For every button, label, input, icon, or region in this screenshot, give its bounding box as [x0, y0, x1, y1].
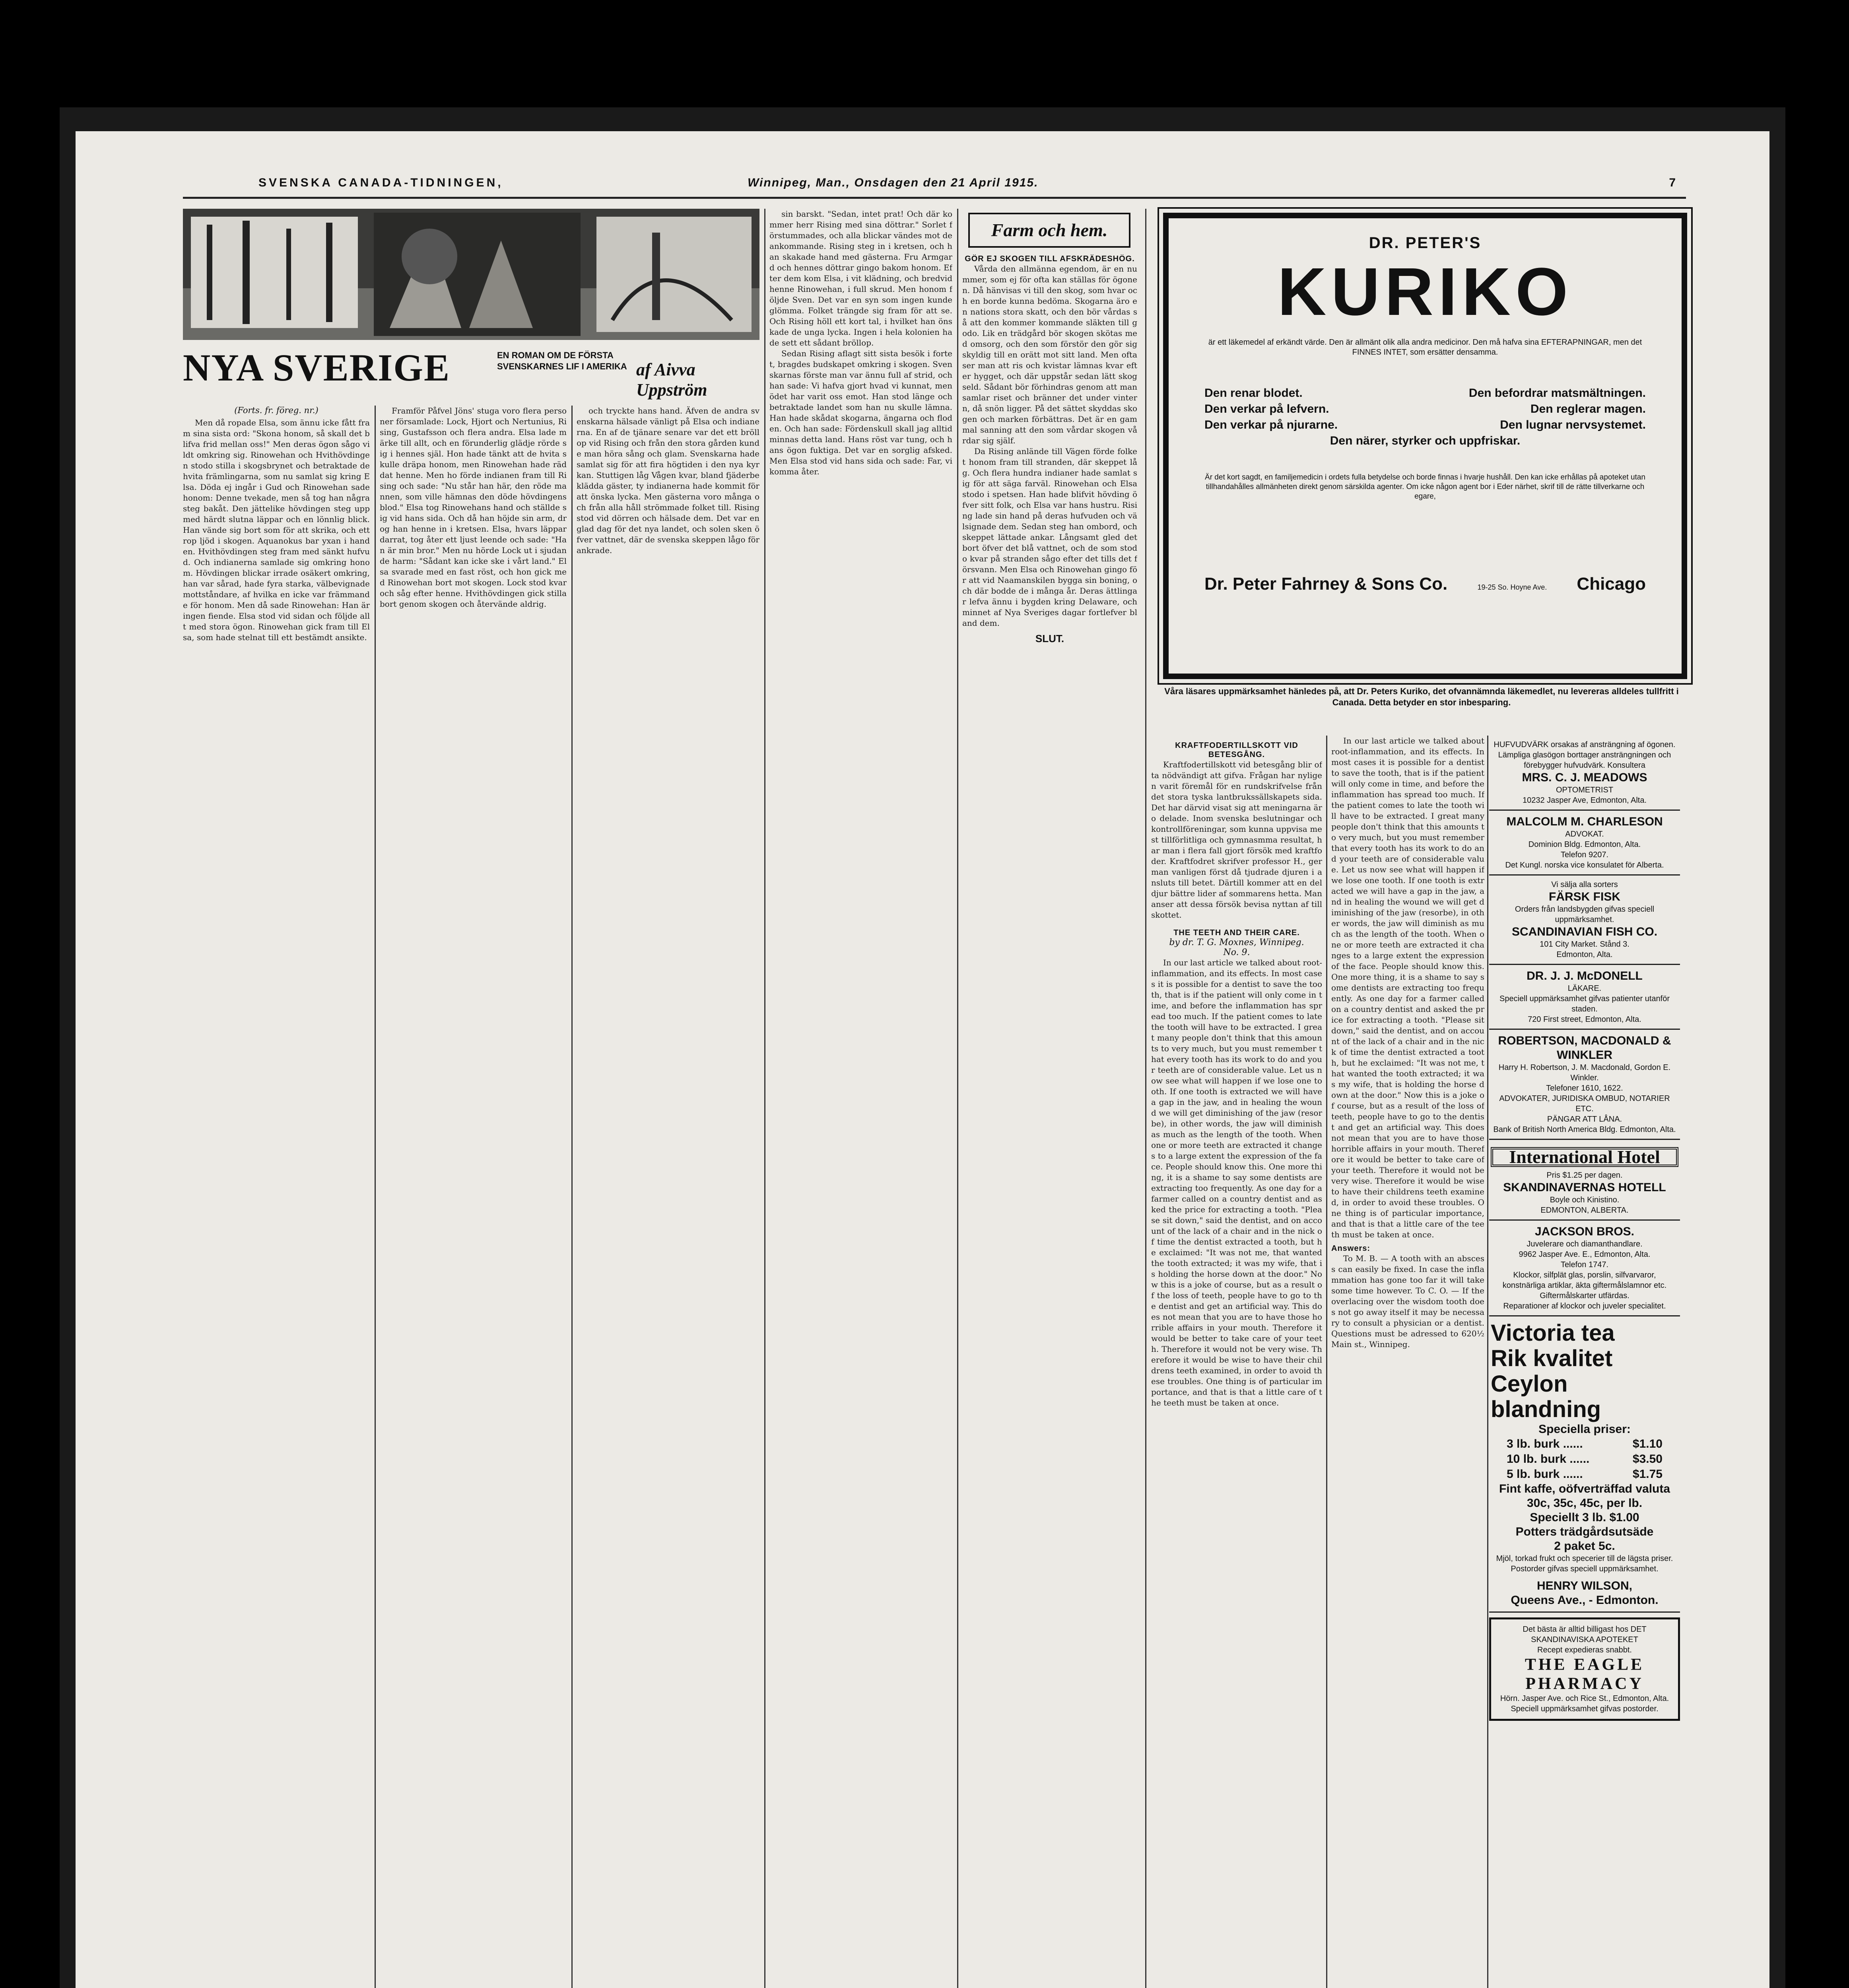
tea-headline: Rik kvalitet: [1491, 1345, 1613, 1371]
tea-price-value: $1.10: [1632, 1437, 1663, 1450]
teeth-byline: by dr. T. G. Moxnes, Winnipeg.: [1169, 938, 1304, 947]
ad-line: 9962 Jasper Ave. E., Edmonton, Alta.: [1519, 1250, 1651, 1259]
kraftfoder-title: KRAFTFODERTILLSKOTT VID BETESGÅNG.: [1175, 741, 1298, 759]
health-column-left: [1151, 736, 1322, 1988]
ad-robertson: [1489, 1030, 1680, 1140]
kuriko-claim-row: [1204, 385, 1646, 401]
kuriko-claim-row: [1204, 433, 1646, 449]
tea-price-item: 5 lb. burk ......: [1507, 1468, 1583, 1481]
kuriko-claim: Den renar blodet.: [1204, 386, 1303, 400]
ad-name: HENRY WILSON,: [1536, 1579, 1632, 1592]
story-col3-text: och tryckte hans hand. Äfven de andra svenskarna hälsade vänligt på Elsa och indianerna. En af de tjänare senare var det ett bröllop vid Rising och från den stora gården kunde man höra sång och glam. Svenskarna hade samlat sig för att fira högtiden i den nya kyrkan. Stuttigen låg Vågen kvar, bland fjäderbeklädda gäster, ty indianerna hade kommit för att önska lycka. Men gästerna voro många och från alla håll strömmade folket till. Rising stod vid dörren och hälsade dem. Det var en glad dag för det nya landet, och solen sken öfver vattnet, där de svenska skeppen lågo förankrade.: [577, 406, 759, 555]
kuriko-address: 19-25 So. Hoyne Ave.: [1477, 583, 1547, 591]
ad-optometrist: [1489, 736, 1680, 811]
ad-tea: [1489, 1316, 1680, 1613]
forest-scene-image: [183, 209, 759, 340]
ad-hotel: [1489, 1140, 1680, 1221]
ad-line: EDMONTON, ALBERTA.: [1540, 1206, 1629, 1215]
ad-line: ADVOKATER, JURIDISKA OMBUD, NOTARIER ETC.: [1499, 1094, 1670, 1113]
story-column-2: [380, 406, 567, 1988]
ad-line: Speciell uppmärksamhet gifvas patienter utanför staden.: [1499, 994, 1670, 1013]
ad-address: Queens Ave., - Edmonton.: [1511, 1594, 1659, 1607]
kuriko-claim: Den verkar på lefvern.: [1204, 402, 1329, 415]
story-column-1: [183, 406, 370, 1988]
answers-title: Answers:: [1331, 1244, 1371, 1253]
ad-line: SKANDINAVERNAS HOTELL: [1503, 1181, 1666, 1194]
kraftfoder-text: Kraftfodertillskott vid betesgång blir ofta nödvändigt att gifva. Frågan har nyligen varit föremål för en rundskrifvelse från det stora tyska lantbrukssällskapets sida. Det har därvid visat sig att meningarna äro delade. Inom svenska beslutningar och kontrollföreningar, som kunna uppvisa mest tillförlitliga och gymnasmma resultat, har man i flera fall gjort försök med kraftfoder. Kraftfodret skrifver professor H., ger man vanligen först då tjudrade djuren i ansluts till betet. Därtill kommer att en del djur bättre lider af sommarens hetta. Man anser att dessa försök bevisa nyttan af tillskottet.: [1151, 760, 1322, 920]
masthead: [183, 169, 1686, 199]
ad-line: Telefon 9207.: [1560, 850, 1609, 859]
ad-line: Juvelerare och diamanthandlare.: [1527, 1240, 1643, 1248]
farm-section-title: Farm och hem.: [968, 213, 1130, 248]
ad-lead: Det bästa är alltid billigast hos DET SKANDINAVISKA APOTEKET: [1523, 1625, 1647, 1644]
ad-address: Hörn. Jasper Ave. och Rice St., Edmonton, Alta.: [1500, 1694, 1669, 1703]
story-col2-text: Framför Påfvel Jöns' stuga voro flera personer församlade: Lock, Hjort och Nertunius, Rising, Gustafsson och flera andra. Elsa lade märke till allt, och en förunderlig glädje rörde sig i hennes själ. Hon hade tänkt att de hvita skulle dräpa honom, men Rinowehan hade räddat henne. Men ho förde indianen fram till Rising och sade: "Nu står han här, den röde mannen, som ville hämnas den döde hövdingens blod." Elsa tog Rinowehans hand och ställde sig vid hans sida. Och då han höjde sin arm, drog han henne in i kretsen. Elsa, hvars läppar darrat, tog åter ett ljust leende och sade: "Han är min bror." Men nu hörde Lock ut i sjudande harm: "Sådant kan icke ske i vårt land." Elsa svarade med en fast röst, och hon gick med Rinowehan bort mot skogen. Lock stod kvar och såg efter henne. Hvithövdingen gick stilla bort genom skogen och återvände aldrig.: [380, 406, 567, 609]
ads-column: [1489, 736, 1680, 1721]
story-illustration: [183, 209, 759, 340]
kuriko-claims: [1204, 385, 1646, 449]
page-number: 7: [1669, 176, 1678, 189]
tea-extra: Potters trädgårdsutsäde: [1515, 1525, 1654, 1538]
ad-name: MALCOLM M. CHARLESON: [1506, 815, 1663, 828]
kuriko-claim: Den verkar på njurarne.: [1204, 418, 1338, 431]
kuriko-signature: [1204, 574, 1646, 594]
kuriko-name: KURIKO: [1277, 254, 1573, 330]
teeth-number: No. 9.: [1223, 947, 1250, 957]
ad-charleson: [1489, 811, 1680, 876]
story-end: SLUT.: [1035, 633, 1064, 645]
masthead-title: SVENSKA CANADA-TIDNINGEN,: [258, 176, 503, 189]
column-rule: [1487, 736, 1488, 1988]
kuriko-claim-row: [1204, 401, 1646, 417]
continued-note: (Forts. fr. föreg. nr.): [234, 406, 319, 415]
newspaper-page: [76, 131, 1769, 1988]
ad-line: Harry H. Robertson, J. M. Macdonald, Gordon E. Winkler.: [1498, 1063, 1671, 1082]
tea-price-row: [1491, 1437, 1678, 1452]
story-col6-text: Da Rising anlände till Vägen förde folket honom fram till stranden, där skeppet låg. Och flera hundra indianer hade samlat sig för att säga farväl. Rinowehan och Elsa stodo i spetsen. Han hade blifvit hövding öfver sitt folk, och Elsa var hans hustru. Rising lade sin hand på deras hufvuden och välsignade dem. Sedan steg han ombord, och skeppet lättade ankar. Långsamt gled det bort öfver det blå vattnet, och de som stodo kvar på stranden sågo efter det tills det försvann. Men Elsa och Rinowehan gingo för att vid Naamanskilen bygga sin boning, och där bodde de i många år. Deras ättlingar lefva ännu i bygden kring Delaware, och minnet af Nya Sveriges dagar fortlefver bland dem.: [962, 447, 1137, 628]
ad-name: ROBERTSON, MACDONALD & WINKLER: [1498, 1034, 1671, 1062]
kuriko-city: Chicago: [1577, 574, 1646, 594]
story-headline: NYA SVERIGE: [183, 346, 451, 389]
kuriko-blurb: är ett läkemedel af erkändt värde. Den är allmänt olik alla andra medicinor. Den må hafva sina EFTERAPNINGAR, men det FINNES INTET, som ersätter densamma.: [1208, 338, 1642, 357]
masthead-dateline: Winnipeg, Man., Onsdagen den 21 April 1915.: [748, 176, 1039, 189]
ad-name: MRS. C. J. MEADOWS: [1522, 771, 1647, 784]
ad-lead: Vi sälja alla sorters: [1551, 880, 1618, 889]
ad-eagle-pharmacy: [1489, 1617, 1680, 1721]
column-rule: [764, 209, 765, 1988]
story-col5-text: Sedan Rising aflagt sitt sista besök i fortet, bragdes budskapet omkring i skogen. Svenskarnas förste man var ännu full af strid, och han sade: Vi hafva gjort hvad vi kunnat, men ödet har varit oss emot. Han stod länge och betraktade landet som han nu skulle lämna. Han hade skådat skogarna, ängarna och floden. Och han sade: Fördenskull skall jag alltid minnas detta land. Hans röst var tung, och hans ögon fuktiga. Det var en sorglig afsked. Men Elsa stod vid hans sida och sade: Far, vi komma åter.: [769, 349, 952, 476]
ad-tail: Speciell uppmärksamhet gifvas postorder.: [1511, 1705, 1659, 1713]
ad-title: LÄKARE.: [1567, 984, 1602, 993]
teeth-text-cont: In our last article we talked about root-inflammation, and its effects. In most cases it is possible for a dentist to save the tooth, that is if the patient will only come in time, and before the inflammation has spread too much. If the patient comes to late the tooth will have to be extracted. I great many people don't think that this amounts to very much, but you must remember that every tooth has its work to do and your teeth are of considerable value. Let us now see what will happen if we lose one tooth. If one tooth is extracted we will have a gap in the jaw, and in healing the wound we will get diminishing of the jaw (resorbe), in other words, the jaw will diminish as much as the length of the tooth. When one or more teeth are extracted it changes to a large extent the expression of the face. People should know this. One more thing, it is a shame to say some dentists are extracting too frequently. As one day for a farmer called on a country dentist and asked the price for extracting a tooth. "Please sit down," said the dentist, and on account of the lack of a chair and in the nick of time the dentist extracted a tooth, but he exclaimed: "It was not me, that wanted the tooth extracted; it was my wife, that is holding the horse down at the door." Now this is a joke of course, but as a result of the loss of teeth, people have to go to the dentist and get an artificial way. This does not mean that you are to have those horrible affairs in your mouth. Therefore it would be better to take care of your teeth. Therefore it would not be very wise. Therefore it would be wise to have their childrens teeth examined, in order to avoid these troubles. One thing is of particular importance, and that is that a little care of the teeth must be taken at once.: [1331, 736, 1484, 1239]
ad-jackson: [1489, 1221, 1680, 1316]
column-rule: [1145, 209, 1146, 1988]
kuriko-claim: Den lugnar nervsystemet.: [1500, 418, 1646, 431]
tea-extra: Postorder gifvas speciell uppmärksamhet.: [1511, 1565, 1659, 1573]
health-column-right: [1331, 736, 1484, 1988]
farm-subhead: GÖR EJ SKOGEN TILL AFSKRÄDESHÖG.: [965, 254, 1135, 263]
ad-title: OPTOMETRIST: [1556, 786, 1614, 794]
story-column-3: [577, 406, 759, 1988]
kuriko-claim: Den reglerar magen.: [1530, 402, 1646, 415]
tea-extra: Mjöl, torkad frukt och specerier till de lägsta priser.: [1496, 1554, 1673, 1563]
kuriko-blurb-2: Är det kort sagdt, en familjemedicin i ordets fulla betydelse och borde finnas i hvarje hushåll. Den kan icke erhållas på apoteket utan tillhandahålles allmänheten direkt genom särskilda agenter. Om icke någon agent bor i Eder närhet, skrif till de rätte tillverkarne och egare,: [1205, 473, 1645, 501]
story-col4-text: sin barskt. "Sedan, intet prat! Och där kommer herr Rising med sina döttrar." Sorlet förstummades, och alla blickar vändes mot de ankommande. Rising steg in i kretsen, och han skakade hand med gästerna. Fru Armgard och hennes döttrar gingo bakom honom. Efter dem kom Elsa, i vit klädning, och bredvid henne Rinowehan, i full skrud. Men honom följde Sven. Det var en syn som ingen kunde glömma. Folket trängde sig fram för att se. Och Rising höll ett kort tal, i hvilket han önskade de unga lycka. Ingen i hela kolonien hade sett ett sådant bröllop.: [769, 209, 952, 348]
column-rule: [571, 406, 573, 1988]
tea-headline: Ceylon blandning: [1491, 1371, 1601, 1422]
ad-line: Orders från landsbygden gifvas speciell uppmärksamhet.: [1515, 905, 1655, 924]
ad-name: International Hotel: [1491, 1147, 1678, 1167]
tea-extra: Fint kaffe, oöfverträffad valuta: [1499, 1482, 1670, 1495]
ad-city: Edmonton, Alta.: [1556, 950, 1613, 959]
ad-line: 720 First street, Edmonton, Alta.: [1528, 1015, 1641, 1024]
farm-text: Vårda den allmänna egendom, är en nummer, som ej för ofta kan ställas för ögonen. Då hänvisas vi till den skog, som hvar och en borde kunna bedöma. Skogarna äro en nations stora skatt, och den bör vårdas så att den kommer kommande släkten till godo. Lik en trädgård bör skogen skötas med omsorg, och den som förstör den gör sig skyldig till en orätt mot sitt land. Men ofta ser man att ris och kvistar lämnas kvar efter hygget, och där uppstår sedan lätt skogseld. Sådant bör förhindras genom att man samlar riset och bränner det under vintern, då snön ligger. På det sättet skyddas skogen och marken förbättras. Det är en gammal sanning att den som vårdar skogen vårdar sig själf.: [962, 264, 1137, 445]
kuriko-note: Våra läsares uppmärksamhet hänledes på, att Dr. Peters Kuriko, det ofvannämnda läkemedlet, nu levereras alldeles tullfritt i Canada. Detta betyder en stor inbesparing.: [1164, 686, 1679, 707]
teeth-title: THE TEETH AND THEIR CARE.: [1173, 928, 1300, 937]
tea-price-item: 10 lb. burk ......: [1507, 1452, 1590, 1466]
ad-name: DR. J. J. McDONELL: [1527, 969, 1643, 982]
teeth-text: In our last article we talked about root-inflammation, and its effects. In most cases it is possible for a dentist to save the tooth, that is if the patient will only come in time, and before the inflammation has spread too much. If the patient comes to late the tooth will have to be extracted. I great many people don't think that this amounts to very much, but you must remember that every tooth has its work to do and your teeth are of considerable value. Let us now see what will happen if we lose one tooth. If one tooth is extracted we will have a gap in the jaw, and in healing the wound we will get diminishing of the jaw (resorbe), in other words, the jaw will diminish as much as the length of the tooth. When one or more teeth are extracted it changes to a large extent the expression of the face. People should know this. One more thing, it is a shame to say some dentists are extracting too frequently. As one day for a farmer called on a country dentist and asked the price for extracting a tooth. "Please sit down," said the dentist, and on account of the lack of a chair and in the nick of time the dentist extracted a tooth, but he exclaimed: "It was not me, that wanted the tooth extracted; it was my wife, that is holding the horse down at the door." Now this is a joke of course, but as a result of the loss of teeth, people have to go to the dentist and get an artificial way. This does not mean that you are to have those horrible affairs in your mouth. Therefore it would be better to take care of your teeth. Therefore it would not be very wise. Therefore it would be wise to have their childrens teeth examined, in order to avoid these troubles. One thing is of particular importance, and that is that a little care of the teeth must be taken at once.: [1151, 958, 1322, 1408]
tea-special: Speciella priser:: [1538, 1423, 1631, 1436]
story-col1-text: Men då ropade Elsa, som ännu icke fått fram sina sista ord: "Skona honom, så skall det blifva frid mellan oss!" Men deras ögon sågo vildt omkring sig. Rinowehan och Hvithövdingen stodo stilla i skogsbrynet och betraktade de hvita främlingarna, som nu samlat sig kring Elsa. Döda ej ingår i Gud och Rinowehan sade honom: Denne tvekade, men så tog han några steg bakåt. Den jättelike hövdingen steg upp med härdt slutna läppar och en lönnlig blick. Han vände sig bort som för att skrika, och ett rop ljöd i skogen. Aquanokus bar yxan i handen. Hvithövdingen steg fram med sänkt hufvud. Och indianerna samlade sig omkring honom. Hövdingen blickar irrade osäkert omkring, han var sårad, hade fyra starka, välbevignade mottståndare, af hvilka en icke var främmande för honom. Men då sade Rinowehan: Han är ingen fiende. Elsa stod vid sidan och följde allt med stora ögon. Rinowehan gick fram till Elsa, som hade stelnat till ett bestämdt ansikte.: [183, 418, 370, 642]
tea-price-row: [1491, 1452, 1678, 1467]
story-subhead: EN ROMAN OM DE FÖRSTA SVENSKARNES LIF I AMERIKA: [497, 350, 627, 371]
tea-headline: Victoria tea: [1491, 1320, 1615, 1346]
farm-column: [962, 254, 1137, 1988]
ad-lead: HUFVUDVÄRK orsakas af ansträngning af ögonen. Lämpliga glasögon borttager ansträngningen och förebygger hufvudvärk. Konsultera: [1494, 740, 1676, 770]
ad-line: Dominion Bldg. Edmonton, Alta.: [1528, 840, 1641, 849]
kuriko-prefix: DR. PETER'S: [1369, 234, 1482, 252]
column-rule: [1326, 736, 1327, 1988]
story-headline-block: [183, 346, 759, 398]
ad-mcdonell: [1489, 965, 1680, 1030]
kuriko-claim-row: [1204, 417, 1646, 433]
ad-name: THE EAGLE PHARMACY: [1525, 1656, 1645, 1693]
ad-line: Telefon 1747.: [1560, 1260, 1609, 1269]
tea-extra: 30c, 35c, 45c, per lb.: [1527, 1497, 1643, 1510]
ad-address: 101 City Market. Stånd 3.: [1540, 940, 1630, 949]
ad-line: Reparationer af klockor och juveler specialitet.: [1503, 1302, 1666, 1310]
tea-price-value: $3.50: [1632, 1452, 1663, 1466]
kuriko-claim: Den befordrar matsmältningen.: [1468, 386, 1646, 400]
kuriko-claim: Den närer, styrker och uppfriskar.: [1330, 434, 1521, 447]
tea-extra: Speciellt 3 lb. $1.00: [1530, 1511, 1639, 1524]
ad-line: Pris $1.25 per dagen.: [1546, 1171, 1623, 1180]
tea-price-row: [1491, 1467, 1678, 1482]
ad-name: SCANDINAVIAN FISH CO.: [1511, 925, 1658, 938]
kuriko-maker: Dr. Peter Fahrney & Sons Co.: [1204, 574, 1448, 594]
tea-price-item: 3 lb. burk ......: [1507, 1437, 1583, 1450]
tea-extra: 2 paket 5c.: [1554, 1540, 1615, 1553]
ad-line: Det Kungl. norska vice konsulatet för Alberta.: [1505, 861, 1664, 870]
ad-name: JACKSON BROS.: [1534, 1225, 1635, 1238]
ad-fish: [1489, 876, 1680, 965]
ad-line: Boyle och Kinistino.: [1550, 1196, 1620, 1204]
story-author: af Aivva Uppström: [636, 360, 707, 400]
kuriko-ad: [1163, 213, 1687, 679]
ad-line: Telefoner 1610, 1622.: [1546, 1084, 1623, 1093]
column-rule: [375, 406, 376, 1988]
ad-line: Klockor, silfplät glas, porslin, silfvarvaror, konstnärliga artiklar, äkta giftermålslamnor etc. Giftermålskarter utfärdas.: [1502, 1271, 1667, 1300]
column-rule: [957, 209, 958, 1988]
answers-text: To M. B. — A tooth with an abscess can easily be fixed. In case the inflammation has gone too far it will take some time however. To C. O. — If the overlacing over the wisdom tooth does not go away itself it may be necessary to consult a physician or a dentist. Questions must be adressed to 620½ Main st., Winnipeg.: [1331, 1254, 1484, 1349]
ad-title: ADVOKAT.: [1565, 830, 1604, 839]
story-column-4: [769, 209, 952, 1988]
ad-line: PÄNGAR ATT LÅNA.: [1547, 1115, 1622, 1124]
ad-address: 10232 Jasper Ave, Edmonton, Alta.: [1522, 796, 1647, 805]
ad-line: Recept expedieras snabbt.: [1537, 1646, 1632, 1654]
ad-line: Bank of British North America Bldg. Edmonton, Alta.: [1493, 1125, 1676, 1134]
tea-price-value: $1.75: [1632, 1468, 1663, 1481]
ad-product: FÄRSK FISK: [1549, 890, 1620, 903]
